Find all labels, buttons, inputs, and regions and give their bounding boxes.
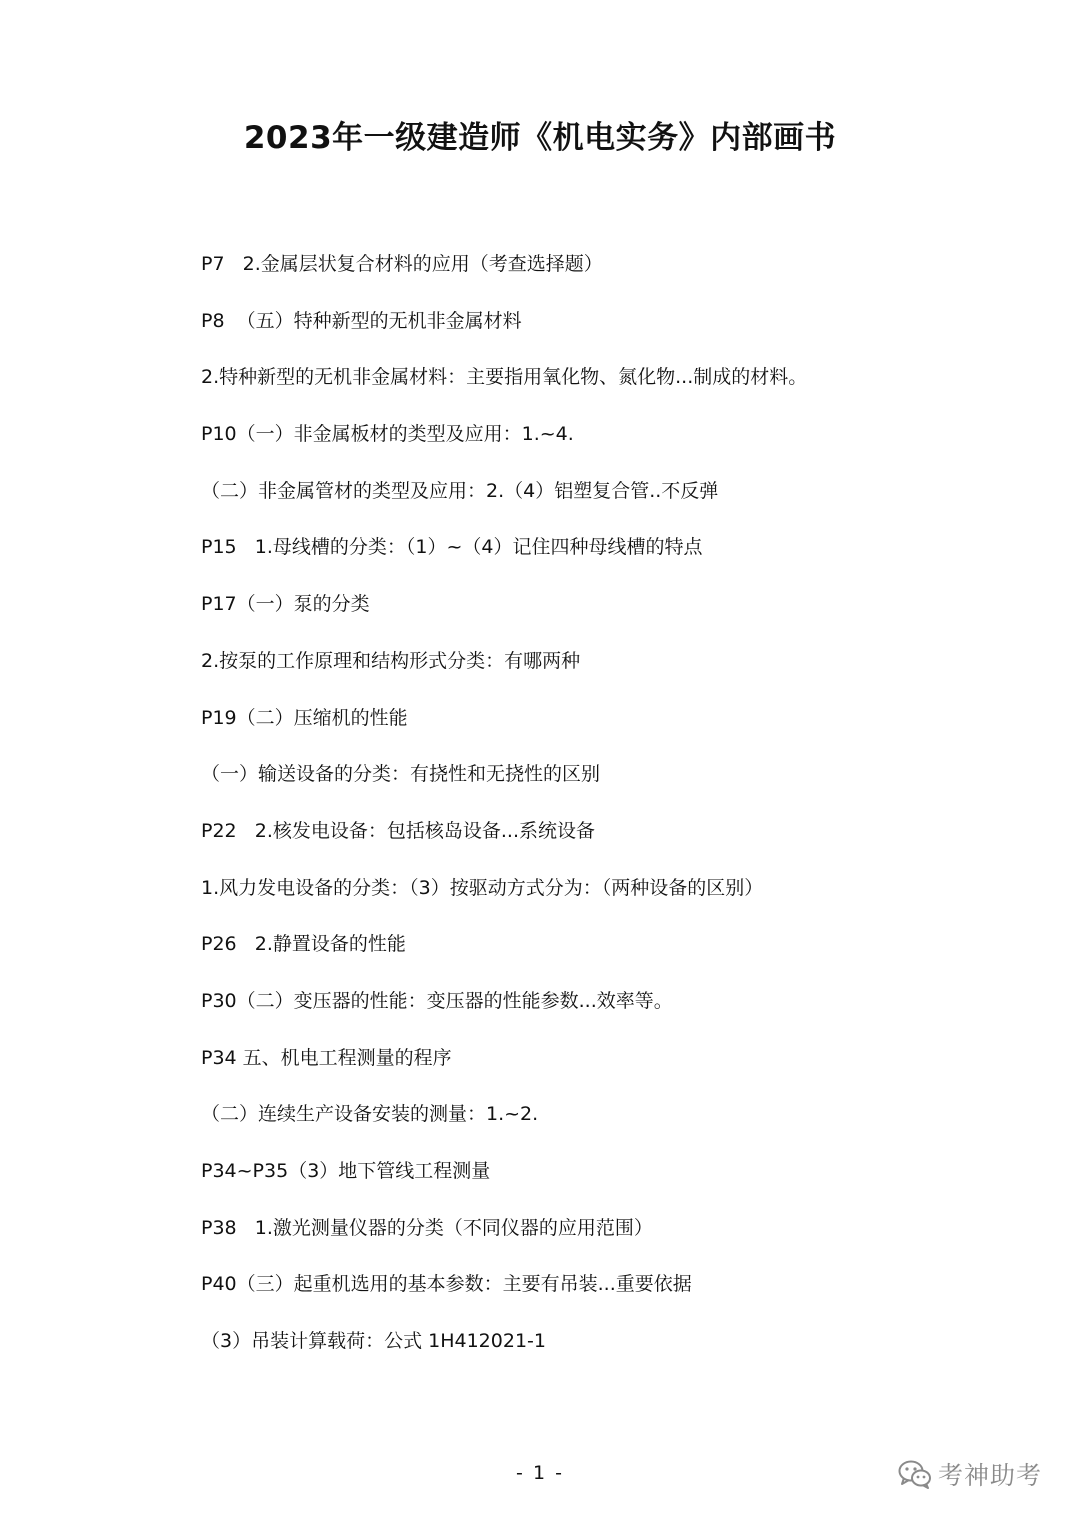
text-line: （3）吊装计算载荷：公式 1H412021-1 <box>201 1330 546 1353</box>
text-line: （二）连续生产设备安装的测量：1.~2. <box>201 1103 539 1126</box>
text-line: 1.风力发电设备的分类：（3）按驱动方式分为：（两种设备的区别） <box>201 876 764 899</box>
text-line: P30（二）变压器的性能：变压器的性能参数...效率等。 <box>201 989 673 1012</box>
text-line: P19（二）压缩机的性能 <box>201 706 408 729</box>
text-line: P22 2.核发电设备：包括核岛设备...系统设备 <box>201 819 596 842</box>
text-line: 2.按泵的工作原理和结构形式分类：有哪两种 <box>201 649 581 672</box>
watermark-text: 考神助考 <box>938 1461 1043 1490</box>
text-line: P15 1.母线槽的分类：（1）~（4）记住四种母线槽的特点 <box>201 536 703 559</box>
watermark <box>898 1456 1042 1492</box>
text-line: 2.特种新型的无机非金属材料：主要指用氧化物、氮化物...制成的材料。 <box>201 366 808 389</box>
text-line: P34~P35（3）地下管线工程测量 <box>201 1160 491 1182</box>
text-line: （一）输送设备的分类：有挠性和无挠性的区别 <box>201 763 601 786</box>
wechat-icon <box>898 1459 932 1489</box>
text-line: P38 1.激光测量仪器的分类（不同仪器的应用范围） <box>201 1216 653 1239</box>
text-line: P7 2.金属层状复合材料的应用（考查选择题） <box>201 253 603 275</box>
text-line: P34 五、机电工程测量的程序 <box>201 1046 452 1069</box>
text-line: P17（一）泵的分类 <box>201 593 370 616</box>
text-line: （二）非金属管材的类型及应用：2.（4）铝塑复合管..不反弹 <box>201 479 719 502</box>
text-line: P40（三）起重机选用的基本参数：主要有吊装...重要依据 <box>201 1273 692 1296</box>
page-title: 2023年一级建造师《机电实务》内部画书 <box>243 120 837 156</box>
document-body <box>201 250 1021 1384</box>
page-number: - 1 - <box>516 1462 564 1484</box>
text-line: P26 2.静置设备的性能 <box>201 933 406 956</box>
text-line: P10（一）非金属板材的类型及应用：1.~4. <box>201 423 574 446</box>
text-line: P8 （五）特种新型的无机非金属材料 <box>201 309 522 332</box>
